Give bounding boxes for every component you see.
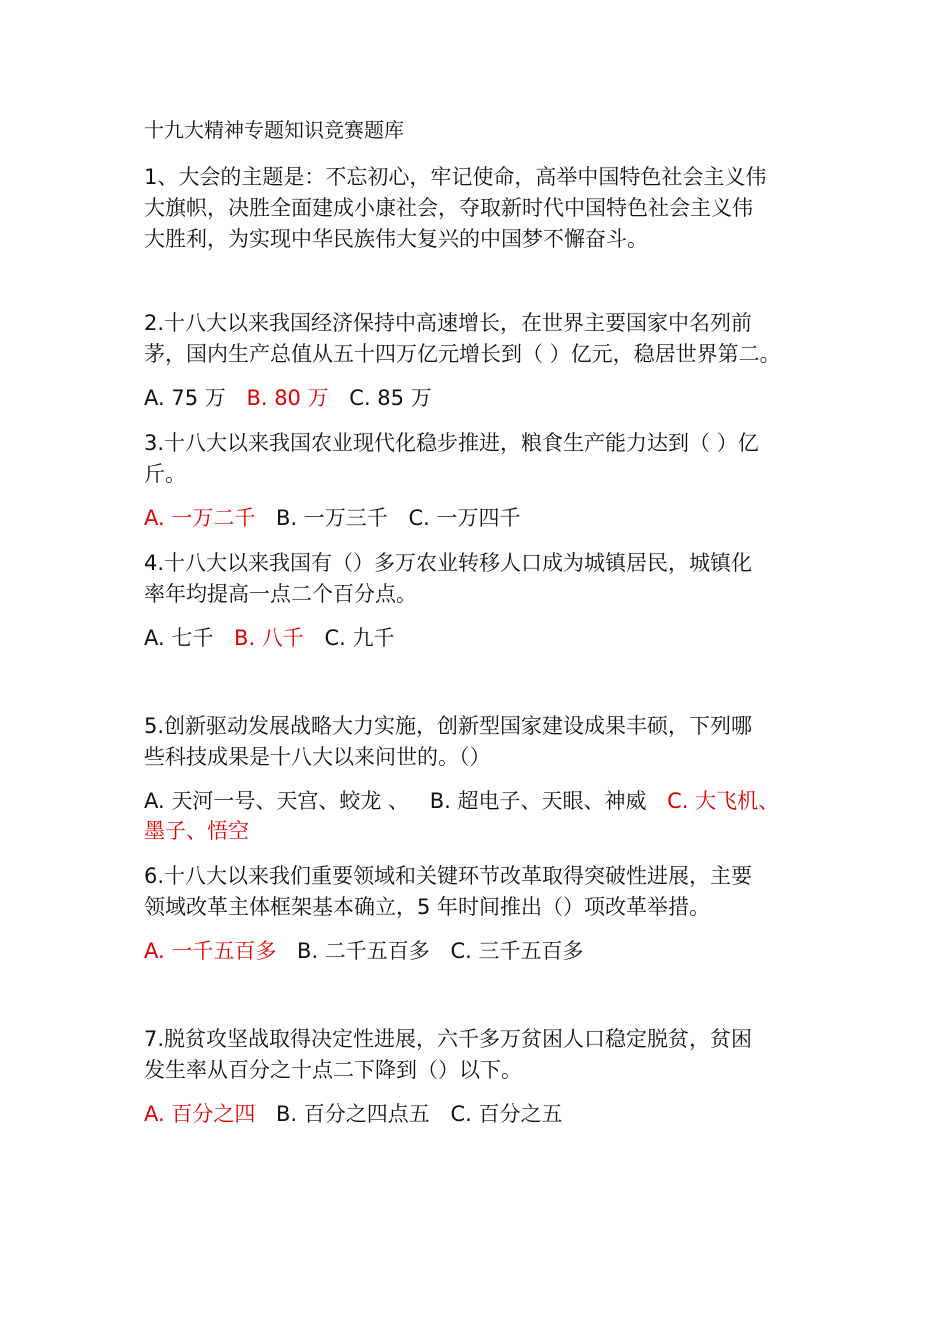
question-5-options	[144, 786, 779, 817]
question-line: 1、大会的主题是：不忘初心，牢记使命，高举中国特色社会主义伟	[144, 165, 767, 189]
question-line: 发生率从百分之十点二下降到（）以下。	[144, 1058, 522, 1082]
question-line: 2.十八大以来我国经济保持中高速增长，在世界主要国家中名列前	[144, 311, 753, 335]
option-b: B. 二千五百多	[297, 939, 430, 963]
question-line: 7.脱贫攻坚战取得决定性进展，六千多万贫困人口稳定脱贫，贫困	[144, 1027, 753, 1051]
option-b: B. 百分之四点五	[276, 1102, 430, 1126]
option-a: A. 天河一号、天宫、蛟龙 、	[144, 789, 410, 813]
question-line: 茅，国内生产总值从五十四万亿元增长到（ ）亿元，稳居世界第二。	[144, 342, 781, 366]
question-7	[144, 1024, 834, 1086]
option-b: B. 一万三千	[276, 506, 388, 530]
option-a: A. 七千	[144, 626, 214, 650]
option-a: A. 75 万	[144, 386, 226, 410]
question-line: 大胜利，为实现中华民族伟大复兴的中国梦不懈奋斗。	[144, 227, 648, 251]
question-line: 5.创新驱动发展战略大力实施，创新型国家建设成果丰硕，下列哪	[144, 714, 753, 738]
option-a-correct: A. 一万二千	[144, 506, 256, 530]
question-1	[144, 162, 834, 255]
option-b: B. 超电子、天眼、神威	[429, 789, 647, 813]
question-5-options-continued: 墨子、悟空	[144, 819, 249, 843]
document-title: 十九大精神专题知识竞赛题库	[144, 118, 404, 142]
option-a-correct: A. 百分之四	[144, 1102, 256, 1126]
question-line: 些科技成果是十八大以来问世的。（）	[144, 745, 491, 769]
question-line: 斤。	[144, 462, 186, 486]
option-c: C. 三千五百多	[450, 939, 584, 963]
option-c: C. 一万四千	[408, 506, 521, 530]
question-line: 领域改革主体框架基本确立，5 年时间推出（）项改革举措。	[144, 895, 711, 919]
option-a-correct: A. 一千五百多	[144, 939, 277, 963]
option-b-correct: B. 八千	[234, 626, 304, 650]
option-b-correct: B. 80 万	[246, 386, 329, 410]
option-c: C. 百分之五	[450, 1102, 563, 1126]
question-line: 4.十八大以来我国有（）多万农业转移人口成为城镇居民，城镇化	[144, 551, 753, 575]
question-4	[144, 548, 834, 610]
question-5	[144, 711, 834, 773]
question-4-options	[144, 623, 409, 654]
option-c: C. 九千	[324, 626, 395, 650]
question-3	[144, 428, 834, 490]
question-2	[144, 308, 834, 370]
question-2-options	[144, 383, 446, 414]
option-c: C. 85 万	[349, 386, 432, 410]
question-line: 率年均提高一点二个百分点。	[144, 582, 417, 606]
question-line: 6.十八大以来我们重要领域和关键环节改革取得突破性进展，主要	[144, 864, 753, 888]
option-c-correct: C. 大飞机、	[667, 789, 780, 813]
question-7-options	[144, 1099, 577, 1130]
question-line: 3.十八大以来我国农业现代化稳步推进，粮食生产能力达到（ ）亿	[144, 431, 759, 455]
question-6	[144, 861, 834, 923]
question-3-options	[144, 503, 535, 534]
question-line: 大旗帜，决胜全面建成小康社会，夺取新时代中国特色社会主义伟	[144, 196, 753, 220]
question-6-options	[144, 936, 598, 967]
